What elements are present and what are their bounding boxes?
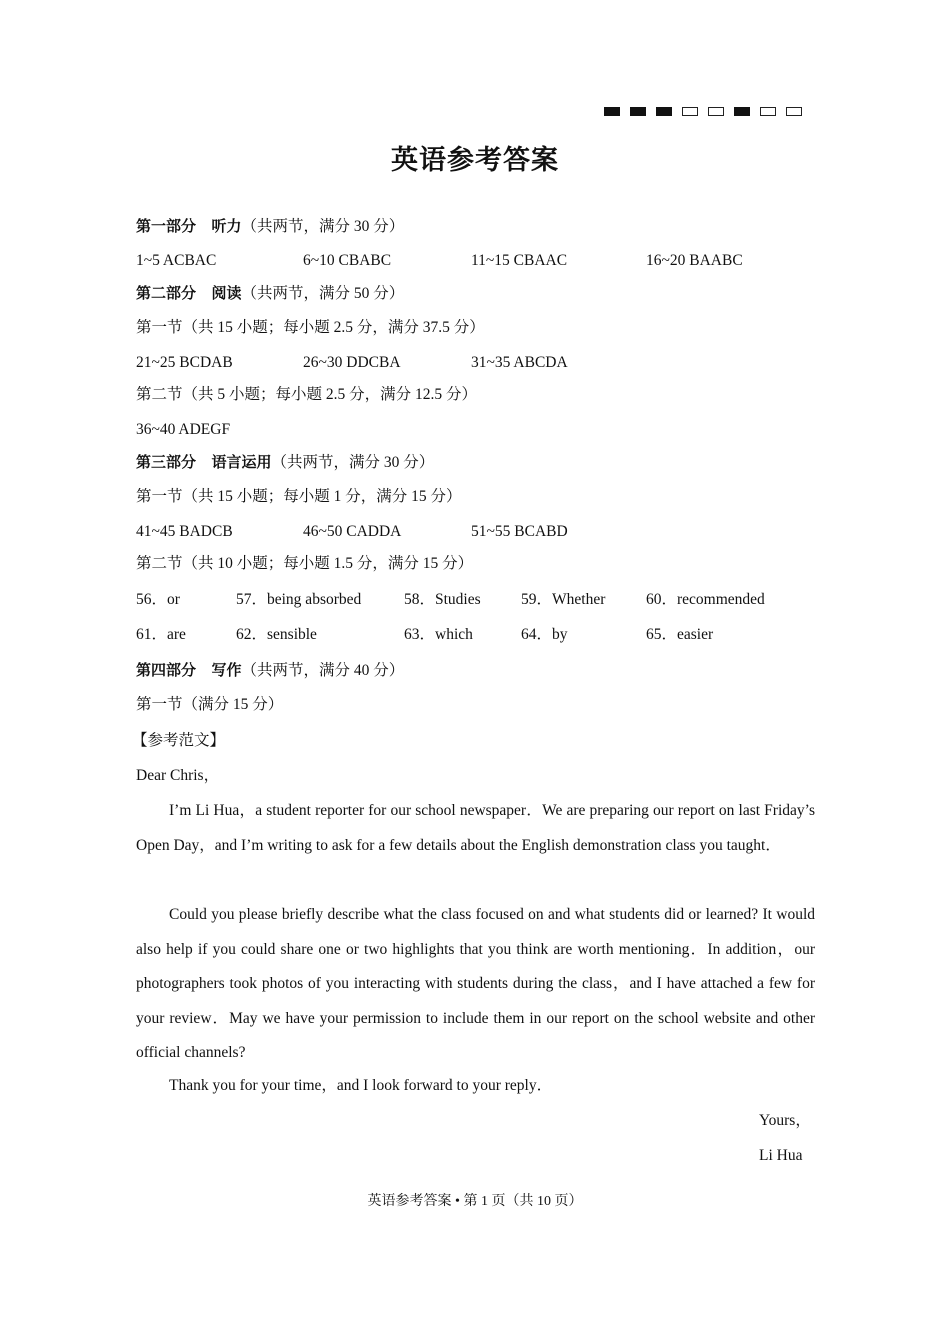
answer-group: 21~25 BCDAB bbox=[136, 354, 233, 371]
mark-1 bbox=[630, 107, 646, 116]
answer-group: 51~55 BCABD bbox=[471, 523, 568, 540]
part2-heading bbox=[136, 283, 404, 304]
section-title: 第一节（共 15 小题；每小题 1 分，满分 15 分） bbox=[136, 488, 462, 505]
section-title: 第二节（共 10 小题；每小题 1.5 分，满分 15 分） bbox=[136, 555, 474, 572]
part-label: 第一部分 bbox=[136, 217, 197, 235]
answer-item: 61．are bbox=[136, 626, 186, 643]
answer-item: 59．Whether bbox=[521, 591, 606, 608]
mark-7 bbox=[786, 107, 802, 116]
letter-salutation: Dear Chris， bbox=[136, 767, 220, 784]
answer-item: 62．sensible bbox=[236, 626, 317, 643]
sample-essay-label: 【参考范文】 bbox=[132, 732, 226, 749]
answer-group: 31~35 ABCDA bbox=[471, 354, 568, 371]
part-label: 第三部分 bbox=[136, 453, 197, 471]
answer-item: 56．or bbox=[136, 591, 180, 608]
page-footer: 英语参考答案 • 第 1 页（共 10 页） bbox=[367, 1194, 583, 1209]
part-label: 第四部分 bbox=[136, 661, 197, 679]
part-name: 写作 bbox=[211, 661, 242, 679]
part-note: （共两节，满分 40 分） bbox=[241, 662, 405, 679]
section-title: 第一节（共 15 小题；每小题 2.5 分，满分 37.5 分） bbox=[136, 319, 485, 336]
page-title: 英语参考答案 bbox=[391, 145, 559, 175]
mark-4 bbox=[708, 107, 724, 116]
part1-heading bbox=[136, 216, 404, 237]
answer-group: 11~15 CBAAC bbox=[471, 252, 568, 269]
answer-item: 58．Studies bbox=[404, 591, 481, 608]
answer-item: 57．being absorbed bbox=[236, 591, 362, 608]
mark-6 bbox=[760, 107, 776, 116]
answer-group: 6~10 CBABC bbox=[303, 252, 392, 269]
letter-paragraph: Could you please briefly describe what the class focused on and what students did or learned? It would also help if you could share one or two highlights that you think are worth mentioning．In addition，our photographers took photos of you interacting with students during the class，and I have attached a few for your review．May we have your permission to include them in our report on the school website and other official channels? bbox=[136, 906, 815, 1061]
part-name: 语言运用 bbox=[211, 453, 272, 471]
answer-group: 36~40 ADEGF bbox=[136, 421, 231, 438]
letter-paragraph: I’m Li Hua，a student reporter for our school newspaper．We are preparing our report on last Friday’s Open Day，and I’m writing to ask for a few details about the English demonstration class you taught． bbox=[136, 802, 815, 854]
answer-group: 26~30 DDCBA bbox=[303, 354, 401, 371]
answer-group: 46~50 CADDA bbox=[303, 523, 402, 540]
mark-2 bbox=[656, 107, 672, 116]
section-title: 第一节（满分 15 分） bbox=[136, 696, 284, 713]
answer-item: 65．easier bbox=[646, 626, 714, 643]
letter-signature: Li Hua bbox=[759, 1147, 803, 1164]
page-marks bbox=[604, 107, 802, 116]
letter-closing: Yours， bbox=[759, 1112, 811, 1129]
part4-heading bbox=[136, 660, 404, 681]
answer-group: 1~5 ACBAC bbox=[136, 252, 217, 269]
section-title: 第二节（共 5 小题；每小题 2.5 分，满分 12.5 分） bbox=[136, 386, 478, 403]
answer-group: 16~20 BAABC bbox=[646, 252, 743, 269]
letter-paragraph: Thank you for your time，and I look forward to your reply． bbox=[169, 1077, 553, 1094]
answer-item: 64．by bbox=[521, 626, 568, 643]
part3-heading bbox=[136, 452, 434, 473]
part-name: 听力 bbox=[211, 217, 242, 235]
part-note: （共两节，满分 50 分） bbox=[241, 285, 405, 302]
part-note: （共两节，满分 30 分） bbox=[241, 218, 405, 235]
mark-5 bbox=[734, 107, 750, 116]
mark-3 bbox=[682, 107, 698, 116]
part-note: （共两节，满分 30 分） bbox=[271, 454, 435, 471]
answer-item: 63．which bbox=[404, 626, 473, 643]
part-name: 阅读 bbox=[211, 284, 242, 302]
mark-0 bbox=[604, 107, 620, 116]
part-label: 第二部分 bbox=[136, 284, 197, 302]
answer-item: 60．recommended bbox=[646, 591, 765, 608]
answer-group: 41~45 BADCB bbox=[136, 523, 233, 540]
